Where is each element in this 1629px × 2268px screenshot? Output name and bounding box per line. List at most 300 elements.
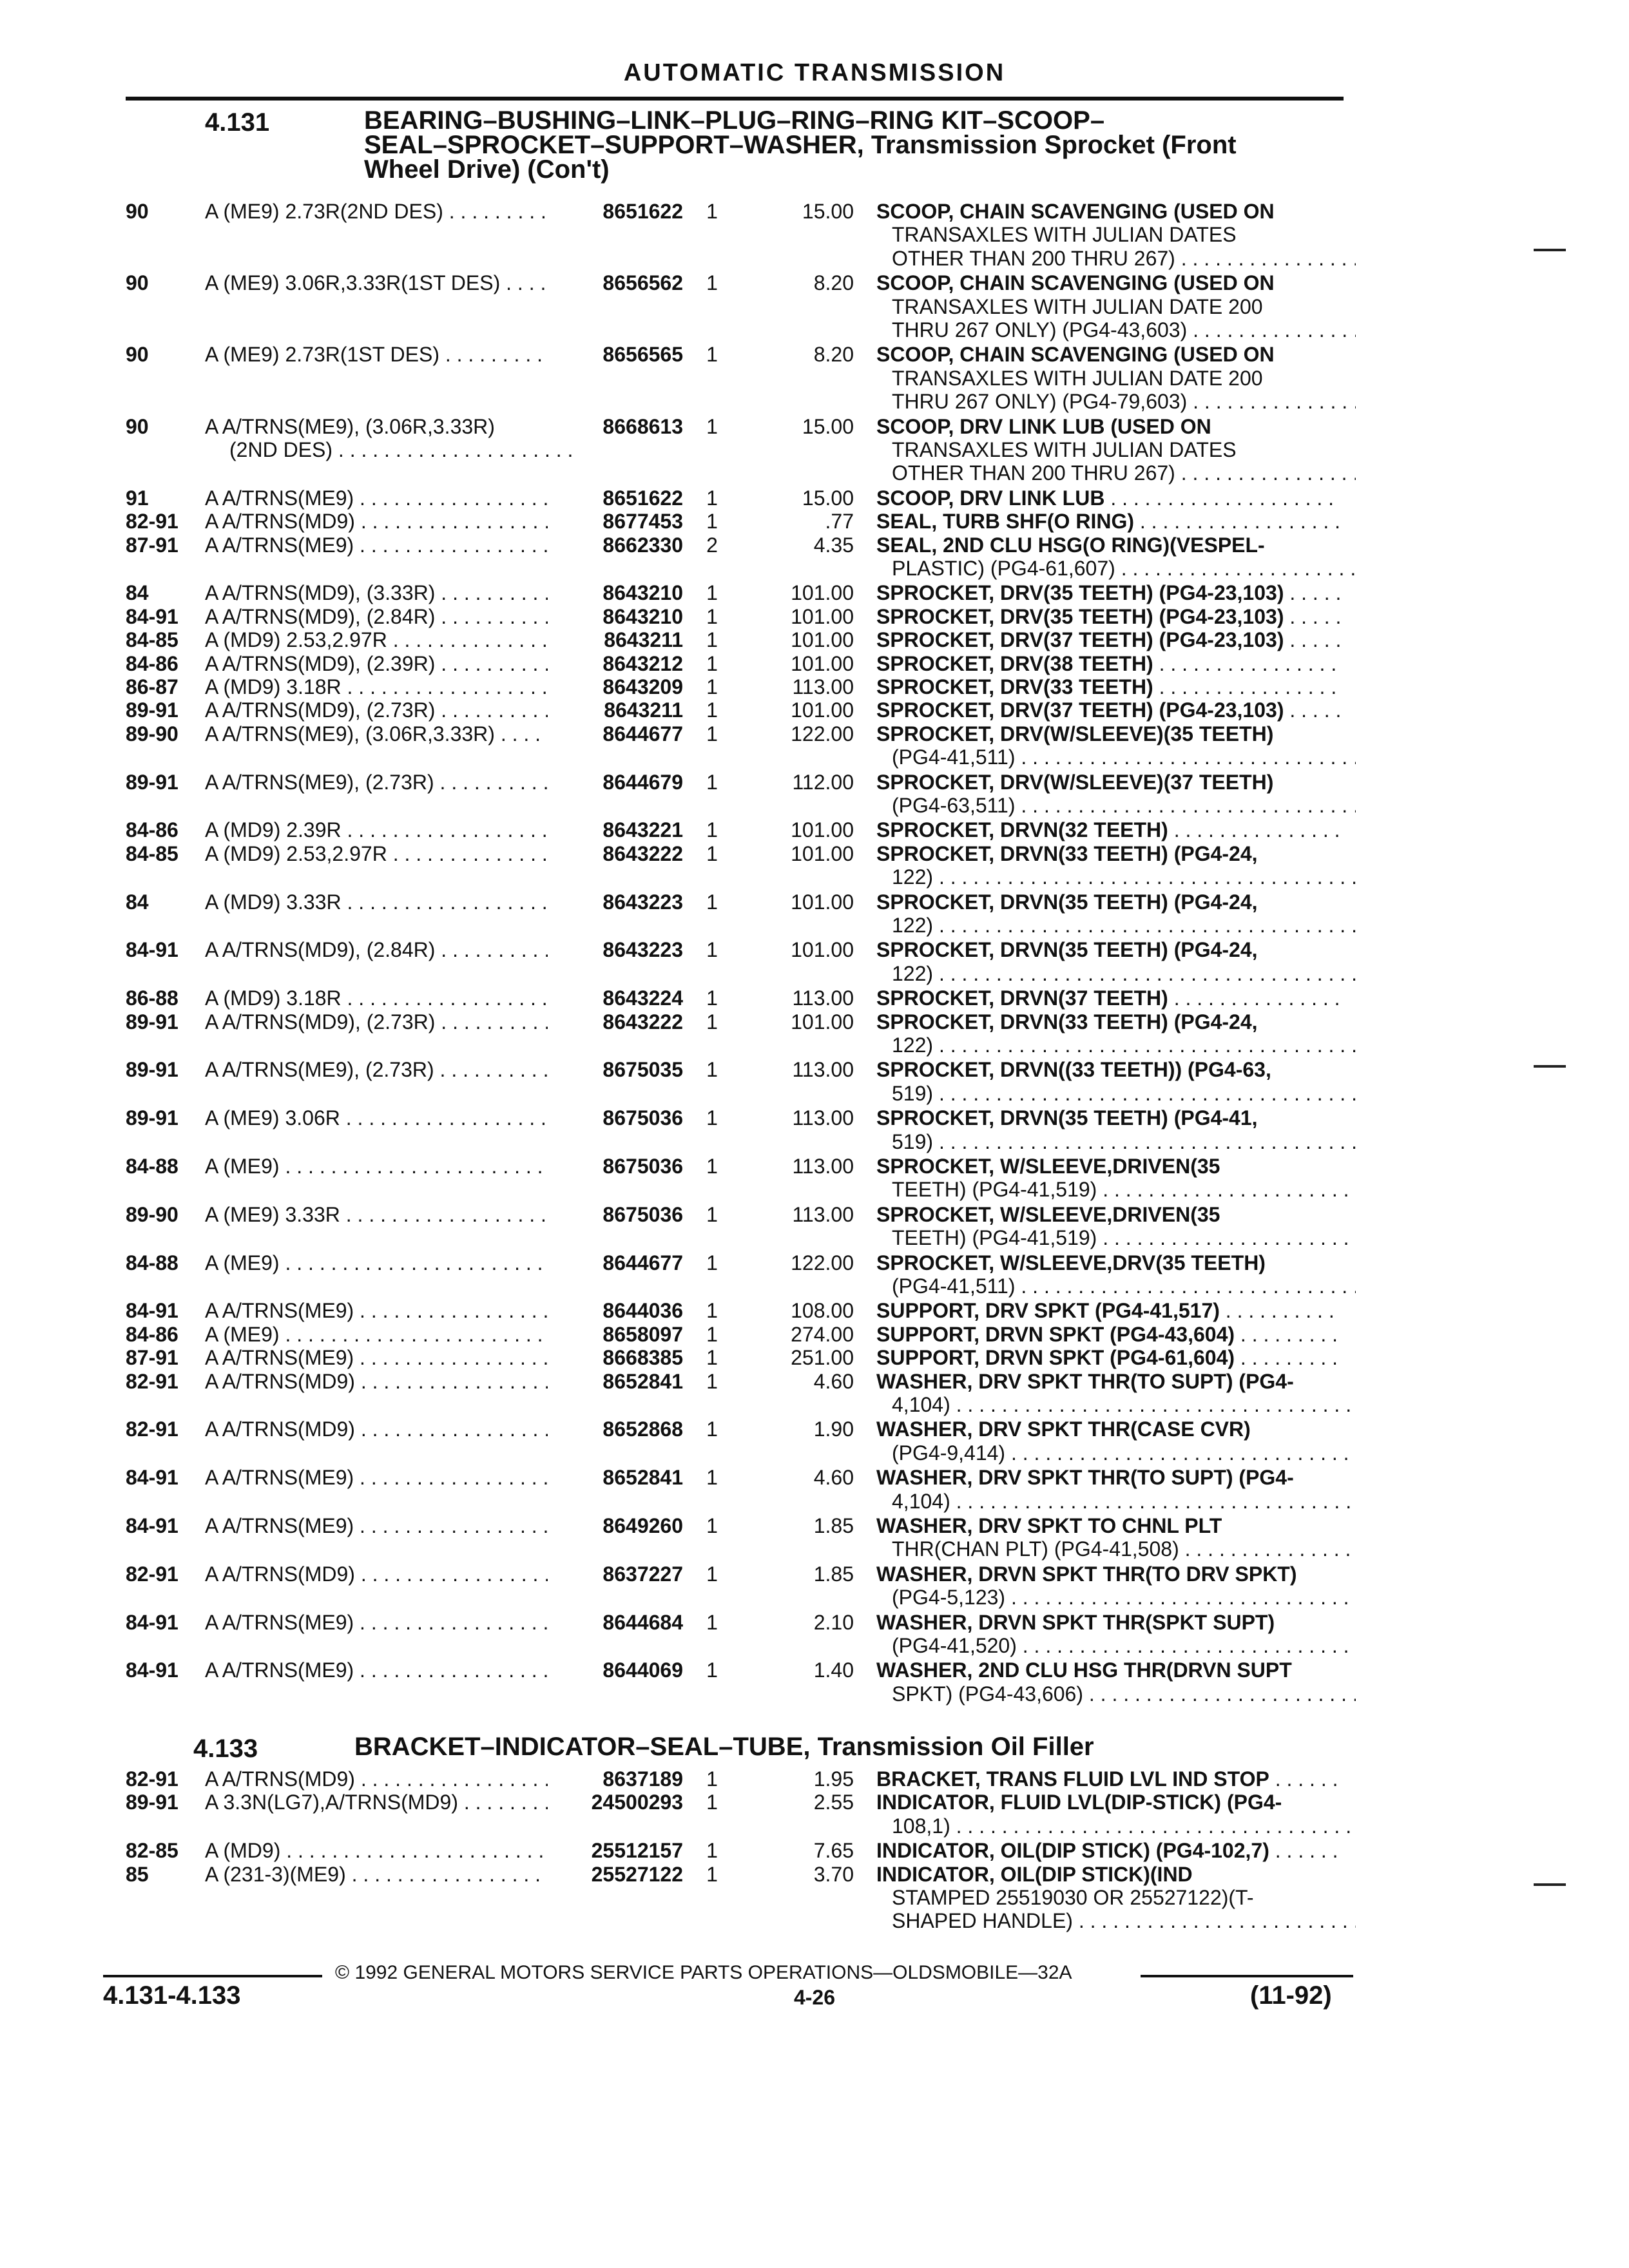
application-line — [205, 890, 548, 914]
part-number: 8652868 — [602, 1418, 683, 1441]
application-line — [205, 271, 548, 294]
description-line — [876, 771, 1340, 794]
application-text: A A/TRNS(ME9) — [205, 1346, 354, 1370]
application — [205, 1562, 548, 1586]
description-line — [876, 1251, 1340, 1274]
model-years: 90 — [126, 414, 149, 438]
application-line — [205, 675, 548, 698]
model-years: 84-91 — [126, 1658, 178, 1682]
section-title-line: Wheel Drive) (Con't) — [364, 155, 610, 184]
application — [205, 1155, 548, 1178]
application-text: A A/TRNS(MD9) — [205, 1767, 355, 1791]
price: 113.00 — [792, 986, 854, 1010]
part-number: 8662330 — [602, 533, 683, 557]
quantity: 1 — [706, 698, 718, 722]
description — [876, 1299, 1340, 1322]
description-text: (PG4-5,123) — [892, 1586, 1006, 1610]
description — [876, 1106, 1340, 1153]
description — [876, 698, 1340, 722]
application-line — [205, 581, 548, 604]
price: 8.20 — [813, 271, 854, 295]
application-line — [205, 1370, 548, 1393]
application — [205, 1323, 548, 1346]
description-line — [876, 1490, 1356, 1513]
description-text: SPROCKET, DRVN(32 TEETH) — [876, 818, 1168, 842]
model-years: 89-90 — [126, 1202, 178, 1226]
quantity: 1 — [706, 890, 718, 914]
application — [205, 1514, 548, 1537]
description — [876, 1346, 1340, 1369]
part-number: 8637227 — [602, 1562, 683, 1586]
quantity: 1 — [706, 675, 718, 698]
application — [205, 510, 548, 533]
part-number: 8677453 — [602, 510, 683, 533]
application-text: A (MD9) 2.39R — [205, 818, 342, 842]
application-text: A (ME9) 2.73R(2ND DES) — [205, 200, 443, 223]
model-years: 87-91 — [126, 1346, 178, 1370]
part-number: 8643211 — [604, 698, 683, 722]
description-text: SPROCKET, DRVN(37 TEETH) — [876, 986, 1168, 1010]
application — [205, 698, 548, 722]
application-text: A A/TRNS(ME9) — [205, 1299, 354, 1323]
description — [876, 200, 1340, 270]
application-line — [205, 486, 548, 510]
quantity: 1 — [706, 1767, 718, 1791]
quantity: 1 — [706, 986, 718, 1010]
description-text: SPROCKET, W/SLEEVE,DRIVEN(35 — [876, 1155, 1220, 1178]
description-text: 108,1) — [892, 1814, 950, 1838]
application-text: A (MD9) 2.53,2.97R — [205, 628, 387, 652]
section-title-line: BEARING–BUSHING–LINK–PLUG–RING–RING KIT–SCOOP– — [364, 106, 1105, 135]
quantity: 1 — [706, 604, 718, 628]
application — [205, 1299, 548, 1322]
description — [876, 1323, 1340, 1346]
description — [876, 818, 1340, 841]
description-text: 4,104) — [892, 1393, 950, 1416]
model-years: 84-85 — [126, 841, 178, 865]
application-text: A 3.3N(LG7),A/TRNS(MD9) — [205, 1791, 458, 1814]
model-years: 84 — [126, 890, 149, 914]
quantity: 1 — [706, 200, 718, 223]
part-number: 8643209 — [602, 675, 683, 698]
application-line — [205, 1839, 548, 1862]
description-line — [876, 223, 1340, 246]
description-line — [876, 722, 1340, 745]
description-line — [876, 842, 1340, 865]
application-line — [205, 1791, 548, 1814]
description-line — [876, 890, 1340, 914]
quantity: 1 — [706, 414, 718, 438]
description — [876, 1611, 1340, 1658]
description — [876, 842, 1340, 889]
description-line — [876, 1130, 1356, 1153]
quantity: 1 — [706, 1106, 718, 1130]
description-line — [876, 1033, 1356, 1057]
description-line — [876, 938, 1340, 961]
application-line — [205, 533, 548, 557]
application-line — [205, 343, 548, 366]
description-text: SUPPORT, DRVN SPKT (PG4-43,604) — [876, 1322, 1235, 1346]
model-years: 89-91 — [126, 698, 178, 722]
quantity: 1 — [706, 938, 718, 962]
application-line — [205, 1562, 548, 1586]
application-text: A (MD9) — [205, 1839, 281, 1863]
application-line — [205, 1323, 548, 1346]
margin-mark — [1534, 249, 1566, 251]
description-line — [876, 247, 1356, 270]
quantity: 1 — [706, 1562, 718, 1586]
price: 7.65 — [813, 1839, 854, 1863]
header-rule — [126, 97, 1344, 101]
description — [876, 1418, 1340, 1465]
price: 101.00 — [791, 938, 854, 962]
margin-mark — [1534, 1883, 1566, 1886]
description-text: SUPPORT, DRV SPKT (PG4-41,517) — [876, 1299, 1220, 1323]
part-number: 8643224 — [602, 986, 683, 1010]
price: 101.00 — [791, 698, 854, 722]
description-text: (PG4-9,414) — [892, 1441, 1006, 1465]
application-line — [205, 986, 548, 1010]
section-title — [364, 108, 1237, 182]
description-line — [876, 675, 1340, 698]
description-line — [876, 628, 1340, 651]
description-text: SPKT) (PG4-43,606) — [892, 1682, 1083, 1706]
model-years: 89-91 — [126, 1058, 178, 1082]
model-years: 84-91 — [126, 1514, 178, 1537]
price: 8.20 — [813, 343, 854, 367]
application-line — [205, 415, 548, 438]
quantity: 1 — [706, 1299, 718, 1323]
part-number: 8643221 — [602, 818, 683, 842]
application — [205, 1418, 548, 1441]
description-line — [876, 1839, 1340, 1862]
price: 122.00 — [791, 1251, 854, 1274]
application-text: A (MD9) 2.53,2.97R — [205, 841, 387, 865]
price: 274.00 — [791, 1322, 854, 1346]
part-number: 8644684 — [602, 1610, 683, 1634]
description-text: WASHER, 2ND CLU HSG THR(DRVN SUPT — [876, 1658, 1292, 1682]
description-text: WASHER, DRVN SPKT THR(TO DRV SPKT) — [876, 1562, 1297, 1586]
description-text: SPROCKET, W/SLEEVE,DRV(35 TEETH) — [876, 1251, 1266, 1274]
description-line — [876, 1909, 1356, 1932]
description-line — [876, 200, 1340, 223]
description-line — [876, 745, 1356, 769]
copyright-notice: © 1992 GENERAL MOTORS SERVICE PARTS OPERATIONS—OLDSMOBILE—32A — [335, 1962, 1072, 1983]
description-text: SCOOP, DRV LINK LUB (USED ON — [876, 414, 1211, 438]
description-text: 519) — [892, 1129, 934, 1153]
price: 1.40 — [813, 1658, 854, 1682]
model-years: 84-86 — [126, 818, 178, 842]
quantity: 1 — [706, 510, 718, 533]
application — [205, 1863, 548, 1886]
application-text: A A/TRNS(ME9) — [205, 486, 354, 510]
application-line — [205, 1058, 548, 1081]
model-years: 84-88 — [126, 1155, 178, 1178]
description-text: INDICATOR, FLUID LVL(DIP-STICK) (PG4- — [876, 1791, 1282, 1814]
application — [205, 1058, 548, 1081]
price: 108.00 — [791, 1299, 854, 1323]
application — [205, 581, 548, 604]
model-years: 89-91 — [126, 1106, 178, 1130]
price: 113.00 — [792, 1155, 854, 1178]
model-years: 90 — [126, 200, 149, 223]
description-text: TRANSAXLES WITH JULIAN DATES — [892, 223, 1237, 247]
description-line — [876, 1537, 1356, 1561]
description-line — [876, 1682, 1356, 1706]
application — [205, 271, 548, 294]
price: 1.85 — [813, 1562, 854, 1586]
description-line — [876, 914, 1356, 937]
application — [205, 605, 548, 628]
application-text: A A/TRNS(MD9), (2.39R) — [205, 651, 436, 675]
description-line — [876, 1058, 1340, 1081]
model-years: 90 — [126, 343, 149, 367]
description-text: STAMPED 25519030 OR 25527122)(T- — [892, 1886, 1254, 1909]
description — [876, 1058, 1340, 1105]
application — [205, 842, 548, 865]
description-text: WASHER, DRVN SPKT THR(SPKT SUPT) — [876, 1610, 1275, 1634]
part-number: 8644677 — [602, 1251, 683, 1274]
price: 4.35 — [813, 533, 854, 557]
model-years: 89-91 — [126, 1010, 178, 1033]
quantity: 1 — [706, 581, 718, 605]
description-line — [876, 1586, 1356, 1609]
quantity: 1 — [706, 486, 718, 510]
description-text: TRANSAXLES WITH JULIAN DATES — [892, 438, 1237, 461]
application-line — [205, 1611, 548, 1634]
price: 112.00 — [792, 770, 854, 794]
description-line — [876, 438, 1340, 461]
application — [205, 200, 548, 223]
application-text: A (MD9) 3.18R — [205, 986, 342, 1010]
description — [876, 605, 1340, 628]
application — [205, 1839, 548, 1862]
application — [205, 1611, 548, 1634]
description-line — [876, 343, 1340, 366]
description-text: THRU 267 ONLY) (PG4-43,603) — [892, 318, 1188, 341]
description-text: SPROCKET, DRV(37 TEETH) (PG4-23,103) — [876, 628, 1284, 652]
model-years: 82-91 — [126, 1369, 178, 1393]
model-years: 86-87 — [126, 675, 178, 698]
description-text: 519) — [892, 1081, 934, 1105]
description-line — [876, 581, 1340, 604]
description-text: SPROCKET, DRV(38 TEETH) — [876, 651, 1153, 675]
price: 101.00 — [791, 818, 854, 842]
price: 15.00 — [802, 200, 854, 223]
application — [205, 1251, 548, 1274]
application-text: A A/TRNS(ME9), (3.06R,3.33R) — [205, 414, 495, 438]
application-line — [205, 438, 572, 461]
description-text: 122) — [892, 961, 934, 985]
description — [876, 938, 1340, 985]
quantity: 1 — [706, 1369, 718, 1393]
model-years: 84-86 — [126, 651, 178, 675]
description — [876, 675, 1340, 698]
price: 113.00 — [792, 675, 854, 698]
quantity: 1 — [706, 628, 718, 652]
quantity: 1 — [706, 271, 718, 295]
part-number: 8644677 — [602, 722, 683, 745]
description-line — [876, 1106, 1340, 1129]
part-number: 8675036 — [602, 1106, 683, 1130]
quantity: 1 — [706, 1514, 718, 1537]
price: 101.00 — [791, 1010, 854, 1033]
application-text: A A/TRNS(MD9) — [205, 1369, 355, 1393]
description-line — [876, 533, 1340, 557]
application-text: A (ME9) — [205, 1251, 280, 1274]
quantity: 1 — [706, 1010, 718, 1033]
application-line — [205, 1299, 548, 1322]
description-line — [876, 986, 1340, 1010]
quantity: 1 — [706, 1791, 718, 1814]
quantity: 1 — [706, 841, 718, 865]
price: 101.00 — [791, 841, 854, 865]
part-number: 8643222 — [602, 1010, 683, 1033]
application — [205, 818, 548, 841]
description-text: SPROCKET, DRV(W/SLEEVE)(35 TEETH) — [876, 722, 1274, 745]
description-line — [876, 1274, 1356, 1298]
application-line — [205, 1466, 548, 1489]
application-text: A A/TRNS(MD9), (3.33R) — [205, 581, 436, 605]
application-line — [205, 1863, 548, 1886]
description — [876, 1155, 1340, 1202]
application-text: A (ME9) 3.06R — [205, 1106, 340, 1130]
quantity: 1 — [706, 1658, 718, 1682]
description-text: INDICATOR, OIL(DIP STICK) (PG4-102,7) — [876, 1839, 1269, 1863]
description-text: SEAL, 2ND CLU HSG(O RING)(VESPEL- — [876, 533, 1265, 557]
page-header: AUTOMATIC TRANSMISSION — [623, 59, 1006, 86]
application-line — [205, 652, 548, 675]
application-line — [205, 1203, 548, 1226]
description-line — [876, 390, 1356, 413]
description-line — [876, 605, 1340, 628]
description-line — [876, 1226, 1356, 1249]
part-number: 8668385 — [602, 1346, 683, 1370]
description-line — [876, 486, 1340, 510]
application-line — [205, 938, 548, 961]
model-years: 87-91 — [126, 533, 178, 557]
description-line — [876, 1178, 1356, 1201]
application — [205, 771, 548, 794]
description — [876, 510, 1340, 533]
description-line — [876, 1466, 1340, 1489]
quantity: 1 — [706, 1346, 718, 1370]
description-line — [876, 1767, 1340, 1791]
description-line — [876, 318, 1356, 341]
application-line — [205, 1418, 548, 1441]
model-years: 82-91 — [126, 1418, 178, 1441]
model-years: 84-91 — [126, 604, 178, 628]
quantity: 1 — [706, 1202, 718, 1226]
description-text: INDICATOR, OIL(DIP STICK)(IND — [876, 1862, 1193, 1886]
description-text: SPROCKET, DRVN((33 TEETH)) (PG4-63, — [876, 1058, 1271, 1082]
page-number: 4-26 — [793, 1986, 836, 2009]
application — [205, 1010, 548, 1033]
application-line — [205, 1514, 548, 1537]
description-line — [876, 461, 1356, 485]
description-line — [876, 1814, 1356, 1838]
model-years: 84-91 — [126, 1610, 178, 1634]
description-text: WASHER, DRV SPKT TO CHNL PLT — [876, 1514, 1222, 1537]
description — [876, 1370, 1340, 1417]
quantity: 1 — [706, 1610, 718, 1634]
quantity: 1 — [706, 1251, 718, 1274]
application-line — [205, 1658, 548, 1682]
price: 4.60 — [813, 1369, 854, 1393]
application-text: A A/TRNS(ME9) — [205, 533, 354, 557]
application-text: A A/TRNS(MD9) — [205, 1418, 355, 1441]
model-years: 84-91 — [126, 938, 178, 962]
part-number: 8675036 — [602, 1202, 683, 1226]
part-number: 8644069 — [602, 1658, 683, 1682]
application — [205, 533, 548, 557]
description-text: SPROCKET, DRVN(33 TEETH) (PG4-24, — [876, 841, 1258, 865]
description — [876, 533, 1340, 581]
application — [205, 486, 548, 510]
price: 101.00 — [791, 604, 854, 628]
description-text: SUPPORT, DRVN SPKT (PG4-61,604) — [876, 1346, 1235, 1370]
description-line — [876, 1658, 1340, 1682]
model-years: 82-91 — [126, 1562, 178, 1586]
model-years: 84-85 — [126, 628, 178, 652]
description — [876, 1203, 1340, 1250]
description-text: OTHER THAN 200 THRU 267) — [892, 246, 1175, 270]
quantity: 1 — [706, 1839, 718, 1863]
description — [876, 581, 1340, 604]
price: 2.10 — [813, 1610, 854, 1634]
price: 113.00 — [792, 1202, 854, 1226]
application-line — [205, 1106, 548, 1129]
description-text: SPROCKET, DRVN(35 TEETH) (PG4-24, — [876, 890, 1258, 914]
description-text: SPROCKET, DRV(35 TEETH) (PG4-23,103) — [876, 604, 1284, 628]
application-text: A (MD9) 3.18R — [205, 675, 342, 698]
quantity: 1 — [706, 818, 718, 842]
description — [876, 986, 1340, 1010]
section-title — [354, 1735, 1094, 1759]
application-text: A A/TRNS(ME9) — [205, 1466, 354, 1490]
application-text: A (MD9) 3.33R — [205, 890, 342, 914]
application-text: A (ME9) — [205, 1155, 280, 1178]
quantity: 1 — [706, 770, 718, 794]
application-text: A (ME9) 3.33R — [205, 1202, 340, 1226]
description-line — [876, 1886, 1340, 1909]
section-number: 4.131 — [205, 108, 270, 137]
price: 101.00 — [791, 890, 854, 914]
description-line — [876, 1863, 1340, 1886]
description-line — [876, 557, 1356, 580]
description-line — [876, 510, 1340, 533]
application — [205, 415, 548, 462]
description-line — [876, 415, 1340, 438]
model-years: 82-85 — [126, 1839, 178, 1863]
application — [205, 1767, 548, 1791]
description-text: WASHER, DRV SPKT THR(TO SUPT) (PG4- — [876, 1369, 1294, 1393]
price: 4.60 — [813, 1466, 854, 1490]
application-text: A A/TRNS(MD9), (2.84R) — [205, 604, 436, 628]
application-line — [205, 1346, 548, 1369]
application-line — [205, 1155, 548, 1178]
description-text: SPROCKET, DRV(37 TEETH) (PG4-23,103) — [876, 698, 1284, 722]
description-text: SCOOP, CHAIN SCAVENGING (USED ON — [876, 200, 1275, 223]
application-text: A A/TRNS(ME9) — [205, 1610, 354, 1634]
description — [876, 652, 1340, 675]
description-text: SPROCKET, DRV(W/SLEEVE)(37 TEETH) — [876, 770, 1274, 794]
description-text: (PG4-41,511) — [892, 745, 1016, 769]
part-number: 8651622 — [602, 200, 683, 223]
price: 113.00 — [792, 1058, 854, 1082]
description-line — [876, 794, 1356, 817]
quantity: 1 — [706, 722, 718, 745]
